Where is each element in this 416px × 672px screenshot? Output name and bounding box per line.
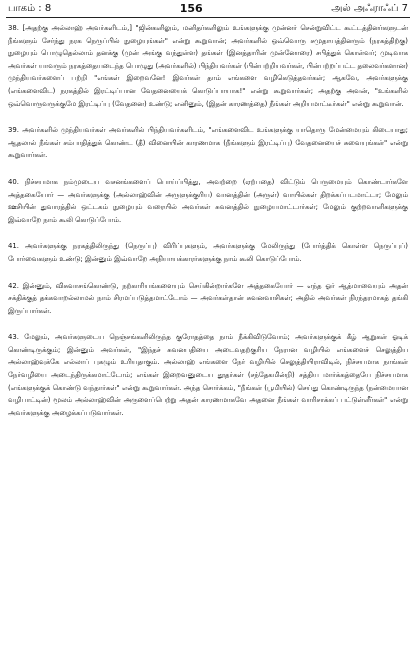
verse-41: 41. அவர்களுக்கு நரகத்திலிருந்து (நெருப்பு) விரிப்புகளும், அவர்களுக்கு மேலிருந்து (போர்த்திக் கொள்ள நெருப்புப்) போர்வைகளும் உண்டு; இன்னும் இவ்வாறே அநியாயக்காரர்களுக்கு நாம் கூலி கொடுப்போம். (8, 242, 408, 263)
page-number: 156 (179, 2, 203, 15)
verse-42: 42. இன்னும், விசுவாசங்கொண்டு, நற்காரியங்களையும் செய்கின்றார்களே அத்தகையோர் — எந்த ஓர் ஆத்மாவையும் அதன் சக்திக்குத் தக்கவாறல்லாமல் நாம் சிரமப்படுத்தமாட்டோம் — அவர்கள்தான் சுவனவாசிகள்; அதில் அவர்கள் நிரந்தரமாகத் தங்கி இருப்பார்கள். (8, 281, 408, 315)
page-header (6, 0, 410, 18)
verse-40: 40. நிச்சயமாக நம்முடைய வசனங்களைப் பொய்ப்பித்து, அவற்றை (ஏற்பதை) விட்டும் பெருமையும் கொண்டார்களே அத்தகையோர் — அவர்களுக்கு (அல்லாஹ்வின் அருளுக்குரிய) வானத்தின் (அருள்) வாயில்கள் திறக்கப்படமாட்டா; மேலும் ஊசியின் துவாரத்தில் ஒட்டகம் நுழையும் வரையில் அவர்கள் சுவனத்தில் நுழையமாட்டார்கள்; மேலும் குற்றவாளிகளுக்கு இவ்வாறே நாம் கூலி கொடுப்போம். (8, 177, 408, 224)
verse-39: 39. அவர்களில் முந்தியவர்கள் அவர்களில் பிந்தியவர்களிடம், "எங்களைவிட உங்களுக்கு யாதொரு மேன்மையும் கிடையாது; ஆதலால் நீங்கள் சம்பாதித்துக் கொண்ட (தீ) வினையின் காரணமாக (நீங்களும் இரட்டிப்பு) வேதனையைச் சுவையுங்கள்" என்று கூறுவார்கள். (8, 126, 408, 160)
surah-title: அல் அஃராஃப் 7 (331, 2, 408, 14)
verse-43: 43. மேலும், அவர்களுடைய நெஞ்சங்களிலிருந்த குரோதத்தை நாம் நீக்கிவிடுவோம்; அவர்களுக்குக் கீழ் ஆறுகள் ஓடிக் கொண்டிருக்கும்; இன்னும் அவர்கள், "இந்தச் சுவனபதியை அடைவதற்குரிய நேரான வழியில் எங்களைச் செலுத்திய அல்லாஹ்வுக்கே எல்லாப் புகழும் உரியதாகும். அல்லாஹ் எங்களை நேர் வழியில் செலுத்தியிராவிடில், நிச்சயமாக நாங்கள் நேர்வழியை அடைந்திருக்கமாட்டோம்; எங்கள் இறைவனுடைய தூதர்கள் (சந்தேகமின்றி) சத்திய மார்க்கத்தையே நிச்சயமாக (எங்களுக்குக் கொண்டு வந்தார்கள்" என்று கூறுவார்கள். அந்த சொர்க்கம், "நீங்கள் (பூமியில்) செய்து கொண்டிருந்த (நன்மையான வழிபாட்டின்) மூலம் அல்லாஹ்வின் அருளைப்பெற்று அதன் காரணமாகவே அதனை நீங்கள் வாரிசாக்கப் பட்டுள்ளீர்கள்" என்று அவர்களுக்கு அழைக்கப்படுவார்கள். (8, 333, 408, 417)
part-label: பாகம் : 8 (8, 2, 52, 14)
verse-38: 38. [அதற்கு அல்லாஹ் அவர்களிடம்,] "ஜின்களிலும், மனிதர்களிலும் உங்களுக்கு முன்னர் சென்றுவிட்ட கூட்டத்தினர்களுடன் நீங்களும் சேர்ந்து நரக நெருப்பில் நுழையுங்கள்" என்று கூறுவான்; அவர்களில் ஒவ்வொரு சமுதாயத்தினரும் (நரகத்திற்கு) நுழையும் பொழுதெல்லாம் தனக்கு (முன் அங்கு வந்துள்ள) தங்கள் (இனத்தாரின் முன்னோரை) சபித்துக் கொள்வர்; முடிவாக அவர்கள் யாவரும் நரகத்தையடைந்த பொழுது (அவர்களில்) பிந்தியவர்கள் (பின்பற்றியவர்கள், பின்பற்றப்பட்ட தலைவர்களான) முந்தியவர்களைப் பற்றி "எங்கள் இறைவனே! இவர்கள் தாம் எங்களை வழிகெடுத்தவர்கள்; ஆகவே, அவர்களுக்கு (எங்களைவிட) நரகத்தில் இரட்டிப்பான வேதனையைக் கொடுப்பாயாக!" என்று கூறுவார்கள்; அதற்கு அவன், "உங்களில் ஒவ்வொருவருக்குமே இரட்டிப்பு (வேதனை) உண்டு; எனினும், (இதன் காரணத்தை) நீங்கள் அறியமாட்டீர்கள்" என்று கூறுவான். (8, 24, 408, 108)
